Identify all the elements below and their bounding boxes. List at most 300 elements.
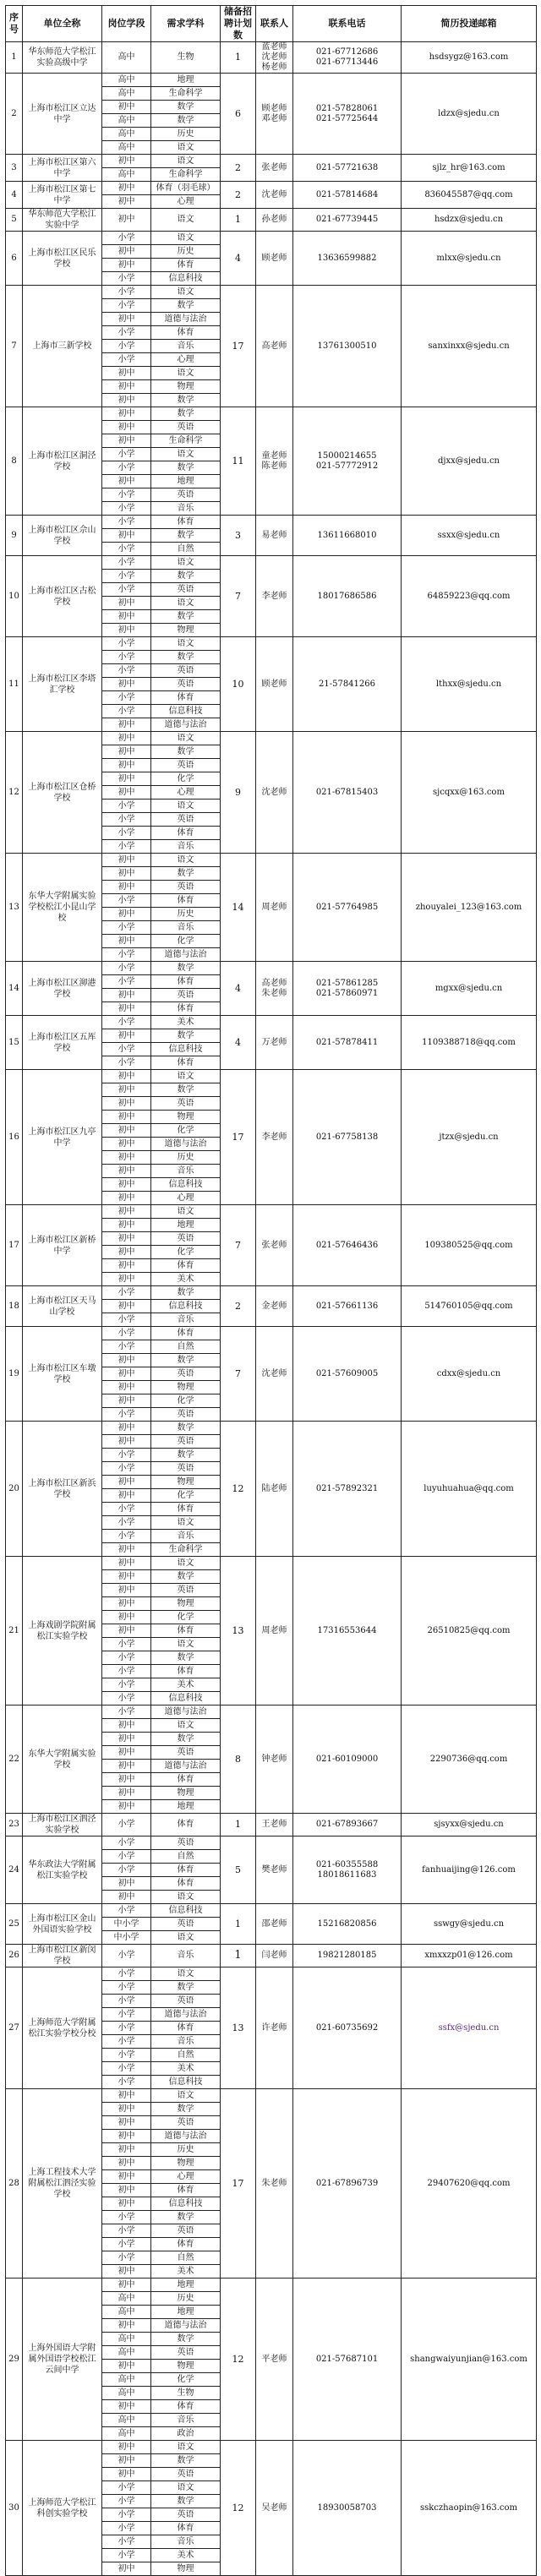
subject-cell: 历史	[151, 128, 221, 141]
stage-cell: 小学	[102, 948, 151, 962]
stage-cell: 小学	[102, 583, 151, 597]
stage-cell: 初中	[102, 1611, 151, 1624]
subject-cell: 数学	[151, 2211, 221, 2224]
phone-cell: 15216820856	[293, 1904, 402, 1945]
phone-cell: 021-57764985	[293, 854, 402, 962]
stage-cell: 高中	[102, 74, 151, 87]
stage-cell: 小学	[102, 2508, 151, 2522]
stage-cell: 初中	[102, 1584, 151, 1597]
count-cell: 2	[221, 155, 256, 182]
count-cell: 4	[221, 1016, 256, 1070]
subject-cell: 数学	[151, 461, 221, 475]
phone-cell: 18930058703	[293, 2441, 402, 2576]
phone-cell: 19821280185	[293, 1945, 402, 1967]
school-name-cell: 东华大学附属实验学校	[23, 1706, 102, 1814]
subject-cell: 音乐	[151, 2535, 221, 2549]
subject-cell: 信息科技	[151, 2076, 221, 2089]
subject-cell: 语文	[151, 1891, 221, 1904]
seq-cell: 29	[6, 2279, 23, 2441]
stage-cell: 小学	[102, 2211, 151, 2224]
stage-cell: 初中	[102, 313, 151, 326]
phone-cell: 021-57646436	[293, 1205, 402, 1286]
count-cell: 13	[221, 1967, 256, 2089]
subject-cell: 美术	[151, 2265, 221, 2279]
subject-cell: 语文	[151, 1931, 221, 1945]
stage-cell: 小学	[102, 1904, 151, 1918]
subject-cell: 体育	[151, 1503, 221, 1516]
stage-cell: 小学	[102, 1340, 151, 1354]
stage-cell: 小学	[102, 570, 151, 583]
subject-cell: 英语	[151, 2224, 221, 2238]
phone-cell: 021-57828061 021-57725644	[293, 74, 402, 155]
seq-cell: 11	[6, 637, 23, 732]
subject-cell: 数学	[151, 1286, 221, 1300]
stage-cell: 小学	[102, 1850, 151, 1864]
school-name-cell: 上海工程技术大学附属松江泗泾实验学校	[23, 2089, 102, 2279]
subject-cell: 自然	[151, 543, 221, 556]
stage-cell: 小学	[102, 2062, 151, 2076]
stage-cell: 小学	[102, 1995, 151, 2008]
table-row	[6, 1016, 537, 1029]
stage-cell: 小学	[102, 326, 151, 340]
seq-cell: 23	[6, 1814, 23, 1836]
school-name-cell: 东华大学附属实验学校松江小昆山学校	[23, 854, 102, 962]
subject-cell: 化学	[151, 772, 221, 786]
contact-cell: 闫老师	[256, 1945, 293, 1967]
subject-cell: 道德与法治	[151, 1760, 221, 1773]
stage-cell: 初中	[102, 1435, 151, 1449]
stage-cell: 初中	[102, 1557, 151, 1570]
stage-cell: 高中	[102, 2427, 151, 2441]
stage-cell: 初中	[102, 101, 151, 114]
contact-cell: 顾老师	[256, 232, 293, 286]
phone-cell: 21-57841266	[293, 637, 402, 732]
count-cell: 6	[221, 74, 256, 155]
count-cell: 10	[221, 637, 256, 732]
stage-cell: 小学	[102, 353, 151, 367]
stage-cell: 小学	[102, 556, 151, 570]
contact-cell: 樊老师	[256, 1836, 293, 1904]
table-row	[6, 556, 537, 570]
stage-cell: 高中	[102, 2333, 151, 2346]
email-cell: zhouyalei_123@163.com	[402, 854, 537, 962]
contact-cell: 许老师	[256, 1967, 293, 2089]
email-cell: sanxinxx@sjedu.cn	[402, 286, 537, 407]
count-cell: 1	[221, 42, 256, 74]
subject-cell: 美术	[151, 2062, 221, 2076]
subject-cell: 化学	[151, 1124, 221, 1138]
phone-cell: 021-57687101	[293, 2279, 402, 2441]
table-row	[6, 1422, 537, 1435]
subject-cell: 音乐	[151, 1313, 221, 1327]
phone-cell: 021-67896739	[293, 2089, 402, 2279]
seq-cell: 13	[6, 854, 23, 962]
subject-cell: 物理	[151, 2360, 221, 2373]
email-cell: ssfx@sjedu.cn	[402, 1967, 537, 2089]
email-cell: 836045587@qq.com	[402, 182, 537, 209]
email-cell: 1109388718@qq.com	[402, 1016, 537, 1070]
subject-cell: 英语	[151, 989, 221, 1002]
subject-cell: 化学	[151, 1246, 221, 1259]
contact-cell: 周老师	[256, 854, 293, 962]
stage-cell: 小学	[102, 1945, 151, 1967]
email-cell: shangwaiyunjian@163.com	[402, 2279, 537, 2441]
stage-cell: 初中	[102, 1543, 151, 1557]
stage-cell: 高中	[102, 87, 151, 101]
stage-cell: 初中	[102, 259, 151, 272]
stage-cell: 初中	[102, 1300, 151, 1313]
subject-cell: 语文	[151, 637, 221, 651]
subject-cell: 英语	[151, 881, 221, 894]
email-cell: 26510825@qq.com	[402, 1557, 537, 1706]
count-cell: 9	[221, 732, 256, 854]
stage-cell: 初中	[102, 2468, 151, 2481]
subject-cell: 语文	[151, 597, 221, 610]
stage-cell: 高中	[102, 2306, 151, 2319]
phone-cell: 021-60355588 18018611683	[293, 1836, 402, 1904]
stage-cell: 初中	[102, 1760, 151, 1773]
stage-cell: 小学	[102, 1516, 151, 1530]
stage-cell: 小学	[102, 2495, 151, 2508]
phone-cell: 021-57721638	[293, 155, 402, 182]
stage-cell: 初中	[102, 1165, 151, 1178]
subject-cell: 英语	[151, 1584, 221, 1597]
seq-cell: 20	[6, 1422, 23, 1557]
school-name-cell: 上海市松江区民乐学校	[23, 232, 102, 286]
subject-cell: 语文	[151, 2481, 221, 2495]
subject-cell: 体育	[151, 691, 221, 705]
subject-cell: 体育	[151, 1624, 221, 1638]
subject-cell: 英语	[151, 1097, 221, 1111]
stage-cell: 初中	[102, 209, 151, 232]
stage-cell: 初中	[102, 1205, 151, 1219]
subject-cell: 数学	[151, 101, 221, 114]
stage-cell: 初中	[102, 475, 151, 488]
stage-cell: 初中	[102, 2360, 151, 2373]
stage-cell: 高中	[102, 2373, 151, 2387]
table-row	[6, 516, 537, 529]
subject-cell: 英语	[151, 1746, 221, 1760]
table-row	[6, 854, 537, 867]
subject-cell: 语文	[151, 1638, 221, 1651]
school-name-cell: 上海市松江区第七中学	[23, 182, 102, 209]
subject-cell: 语文	[151, 155, 221, 168]
subject-cell: 化学	[151, 2373, 221, 2387]
subject-cell: 数学	[151, 610, 221, 624]
school-name-cell: 上海外国语大学附属外国语学校松江云间中学	[23, 2279, 102, 2441]
subject-cell: 语文	[151, 1205, 221, 1219]
stage-cell: 初中	[102, 2089, 151, 2103]
stage-cell: 初中	[102, 867, 151, 881]
stage-cell: 初中	[102, 2454, 151, 2468]
subject-cell: 体育	[151, 1864, 221, 1877]
subject-cell: 信息科技	[151, 272, 221, 286]
stage-cell: 小学	[102, 1665, 151, 1678]
subject-cell: 数学	[151, 394, 221, 407]
phone-cell: 021-67712686 021-67713446	[293, 42, 402, 74]
stage-cell: 小学	[102, 894, 151, 908]
stage-cell: 小学	[102, 2522, 151, 2535]
contact-cell: 平老师	[256, 2279, 293, 2441]
subject-cell: 心理	[151, 2170, 221, 2184]
subject-cell: 物理	[151, 380, 221, 394]
subject-cell: 化学	[151, 935, 221, 948]
phone-cell: 021-57861285 021-57860971	[293, 962, 402, 1016]
subject-cell: 心理	[151, 195, 221, 209]
subject-cell: 生物	[151, 42, 221, 74]
stage-cell: 小学	[102, 232, 151, 245]
count-cell: 3	[221, 516, 256, 556]
seq-cell: 10	[6, 556, 23, 637]
subject-cell: 道德与法治	[151, 1138, 221, 1151]
stage-cell: 小学	[102, 1678, 151, 1692]
contact-cell: 沈老师	[256, 182, 293, 209]
stage-cell: 初中	[102, 1002, 151, 1016]
subject-cell: 物理	[151, 1597, 221, 1611]
table-row	[6, 155, 537, 168]
phone-cell: 021-67739445	[293, 209, 402, 232]
stage-cell: 高中	[102, 114, 151, 128]
subject-cell: 数学	[151, 1651, 221, 1665]
count-cell: 7	[221, 1327, 256, 1422]
subject-cell: 道德与法治	[151, 718, 221, 732]
count-cell: 1	[221, 1904, 256, 1945]
stage-cell: 初中	[102, 195, 151, 209]
seq-cell: 3	[6, 155, 23, 182]
contact-cell: 高老师	[256, 286, 293, 407]
subject-cell: 语文	[151, 1557, 221, 1570]
stage-cell: 小学	[102, 286, 151, 299]
count-cell: 8	[221, 1706, 256, 1814]
subject-cell: 音乐	[151, 1945, 221, 1967]
contact-cell: 顾老师 邓老师	[256, 74, 293, 155]
subject-cell: 音乐	[151, 1165, 221, 1178]
subject-cell: 语文	[151, 732, 221, 745]
contact-cell: 李老师	[256, 556, 293, 637]
subject-cell: 物理	[151, 2562, 221, 2576]
stage-cell: 小学	[102, 962, 151, 975]
stage-cell: 小学	[102, 2035, 151, 2049]
count-cell: 1	[221, 1945, 256, 1967]
phone-cell: 021-67893667	[293, 1814, 402, 1836]
stage-cell: 小学	[102, 1449, 151, 1462]
count-cell: 2	[221, 182, 256, 209]
subject-cell: 体育	[151, 1814, 221, 1836]
phone-cell: 021-57609005	[293, 1327, 402, 1422]
count-cell: 5	[221, 1836, 256, 1904]
subject-cell: 生命科学	[151, 434, 221, 448]
stage-cell: 初中	[102, 1232, 151, 1246]
seq-cell: 19	[6, 1327, 23, 1422]
table-body	[6, 42, 537, 2576]
subject-cell: 语文	[151, 2441, 221, 2454]
stage-cell: 初中	[102, 908, 151, 921]
header-phone: 联系电话	[293, 6, 402, 42]
phone-cell: 021-57878411	[293, 1016, 402, 1070]
stage-cell: 小学	[102, 1981, 151, 1995]
contact-cell: 吴老师	[256, 2441, 293, 2576]
school-name-cell: 上海市松江区古松学校	[23, 556, 102, 637]
stage-cell: 小学	[102, 1313, 151, 1327]
contact-cell: 万老师	[256, 1016, 293, 1070]
subject-cell: 音乐	[151, 921, 221, 935]
stage-cell: 初中	[102, 1476, 151, 1489]
subject-cell: 语文	[151, 209, 221, 232]
stage-cell: 初中	[102, 854, 151, 867]
table-row	[6, 1904, 537, 1918]
stage-cell: 初中	[102, 245, 151, 259]
email-cell: sswgy@sjedu.cn	[402, 1904, 537, 1945]
stage-cell: 小学	[102, 691, 151, 705]
school-name-cell: 华东政法大学附属松江实验学校	[23, 1836, 102, 1904]
subject-cell: 体育	[151, 2184, 221, 2197]
seq-cell: 17	[6, 1205, 23, 1286]
table-row	[6, 1286, 537, 1300]
stage-cell: 小学	[102, 2535, 151, 2549]
subject-cell: 音乐	[151, 502, 221, 516]
seq-cell: 26	[6, 1945, 23, 1967]
contact-cell: 朱老师	[256, 2089, 293, 2279]
contact-cell: 金老师	[256, 1286, 293, 1327]
subject-cell: 体育	[151, 1002, 221, 1016]
subject-cell: 地理	[151, 1800, 221, 1814]
email-cell: jtzx@sjedu.cn	[402, 1070, 537, 1205]
subject-cell: 英语	[151, 1435, 221, 1449]
school-name-cell: 华东师范大学松江实验高级中学	[23, 42, 102, 74]
table-row	[6, 1945, 537, 1967]
subject-cell: 数学	[151, 529, 221, 543]
subject-cell: 音乐	[151, 340, 221, 353]
subject-cell: 物理	[151, 1787, 221, 1800]
header-count: 储备招聘计划数	[221, 6, 256, 42]
subject-cell: 数学	[151, 2495, 221, 2508]
stage-cell: 小学	[102, 1864, 151, 1877]
email-cell: 109380525@qq.com	[402, 1205, 537, 1286]
stage-cell: 初中	[102, 772, 151, 786]
subject-cell: 历史	[151, 2143, 221, 2157]
school-name-cell: 上海市松江区仓桥学校	[23, 732, 102, 854]
stage-cell: 初中	[102, 1111, 151, 1124]
subject-cell: 生物	[151, 2387, 221, 2400]
stage-cell: 高中	[102, 128, 151, 141]
seq-cell: 5	[6, 209, 23, 232]
subject-cell: 信息科技	[151, 1043, 221, 1056]
email-cell: sskczhaopin@163.com	[402, 2441, 537, 2576]
phone-cell: 021-60109000	[293, 1706, 402, 1814]
stage-cell: 初中	[102, 380, 151, 394]
subject-cell: 美术	[151, 1678, 221, 1692]
subject-cell: 音乐	[151, 2414, 221, 2427]
subject-cell: 美术	[151, 2549, 221, 2562]
phone-cell: 18017686586	[293, 556, 402, 637]
email-cell: sjcqxx@163.com	[402, 732, 537, 854]
stage-cell: 小学	[102, 299, 151, 313]
subject-cell: 语文	[151, 1719, 221, 1733]
subject-cell: 信息科技	[151, 1692, 221, 1706]
stage-cell: 初中	[102, 1354, 151, 1367]
subject-cell: 物理	[151, 624, 221, 637]
subject-cell: 道德与法治	[151, 313, 221, 326]
contact-cell: 邵老师	[256, 1904, 293, 1945]
school-name-cell: 上海戏剧学院附属松江实验学校	[23, 1557, 102, 1706]
stage-cell: 小学	[102, 651, 151, 664]
subject-cell: 数学	[151, 1449, 221, 1462]
subject-cell: 英语	[151, 759, 221, 772]
table-row	[6, 74, 537, 87]
subject-cell: 音乐	[151, 2035, 221, 2049]
subject-cell: 历史	[151, 908, 221, 921]
subject-cell: 英语	[151, 2346, 221, 2360]
subject-cell: 英语	[151, 2116, 221, 2130]
subject-cell: 语文	[151, 286, 221, 299]
stage-cell: 小学	[102, 1836, 151, 1850]
subject-cell: 体育	[151, 894, 221, 908]
stage-cell: 初中	[102, 1259, 151, 1273]
email-cell: sjlz_hr@163.com	[402, 155, 537, 182]
seq-cell: 1	[6, 42, 23, 74]
subject-cell: 体育（羽毛球）	[151, 182, 221, 195]
email-cell: lthxx@sjedu.cn	[402, 637, 537, 732]
contact-cell: 周老师	[256, 1557, 293, 1706]
contact-cell: 陆老师	[256, 1422, 293, 1557]
contact-cell: 易老师	[256, 516, 293, 556]
stage-cell: 初中	[102, 1097, 151, 1111]
header-subject: 需求学科	[151, 6, 221, 42]
contact-cell: 沈老师	[256, 1327, 293, 1422]
stage-cell: 小学	[102, 813, 151, 827]
stage-cell: 初中	[102, 407, 151, 421]
phone-cell: 17316553644	[293, 1557, 402, 1706]
school-name-cell: 上海市松江区新浜学校	[23, 1422, 102, 1557]
subject-cell: 数学	[151, 114, 221, 128]
stage-cell: 小学	[102, 664, 151, 678]
table-row	[6, 1706, 537, 1719]
seq-cell: 6	[6, 232, 23, 286]
phone-cell: 13636599882	[293, 232, 402, 286]
subject-cell: 数学	[151, 962, 221, 975]
phone-cell: 15000214655 021-57772912	[293, 407, 402, 516]
stage-cell: 小学	[102, 2076, 151, 2089]
subject-cell: 道德与法治	[151, 2130, 221, 2143]
school-name-cell: 上海市松江区九亭中学	[23, 1070, 102, 1205]
count-cell: 12	[221, 1422, 256, 1557]
stage-cell: 初中	[102, 1733, 151, 1746]
count-cell: 7	[221, 1205, 256, 1286]
stage-cell: 初中	[102, 678, 151, 691]
stage-cell: 初中	[102, 1381, 151, 1394]
table-row	[6, 1967, 537, 1981]
stage-cell: 初中	[102, 1273, 151, 1286]
subject-cell: 语文	[151, 1070, 221, 1083]
subject-cell: 英语	[151, 583, 221, 597]
stage-cell: 初中	[102, 1367, 151, 1381]
stage-cell: 中小学	[102, 1931, 151, 1945]
stage-cell: 初中	[102, 1800, 151, 1814]
subject-cell: 数学	[151, 1083, 221, 1097]
school-name-cell: 上海市松江区泗泾实验学校	[23, 1814, 102, 1836]
table-row	[6, 1327, 537, 1340]
email-cell: mlxx@sjedu.cn	[402, 232, 537, 286]
stage-cell: 小学	[102, 1814, 151, 1836]
subject-cell: 数学	[151, 570, 221, 583]
school-name-cell: 上海市松江区立达中学	[23, 74, 102, 155]
subject-cell: 数学	[151, 299, 221, 313]
stage-cell: 小学	[102, 448, 151, 461]
subject-cell: 地理	[151, 2279, 221, 2292]
phone-cell: 13761300510	[293, 286, 402, 407]
stage-cell: 初中	[102, 732, 151, 745]
subject-cell: 化学	[151, 1394, 221, 1408]
